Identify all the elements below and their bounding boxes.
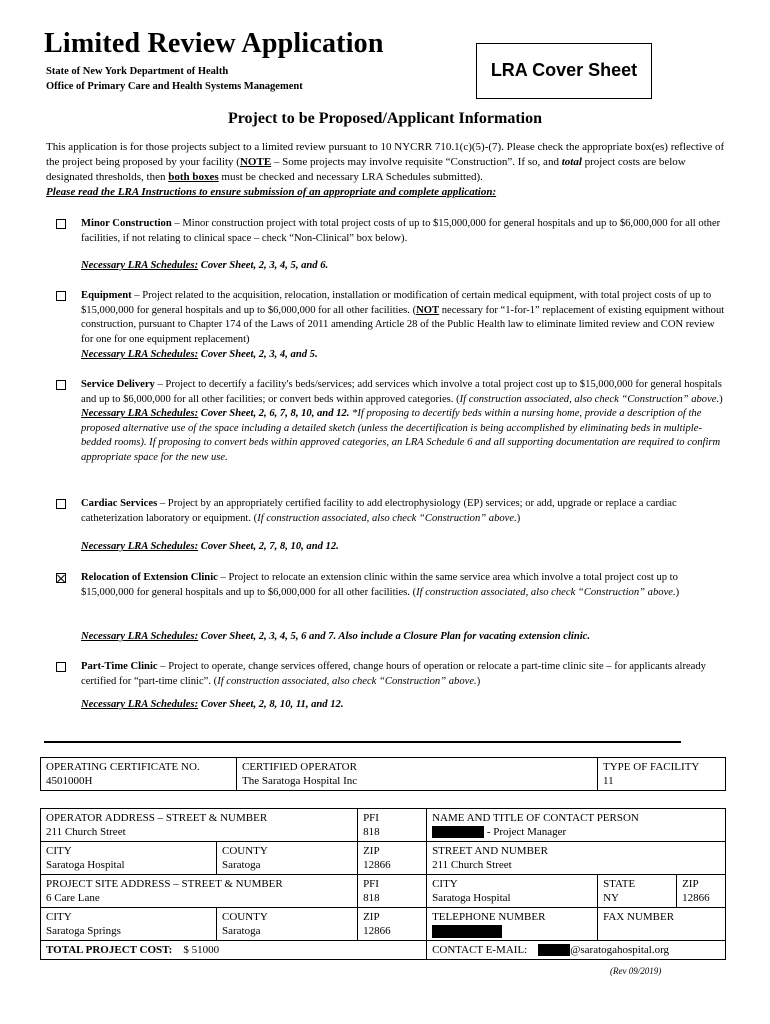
site-zip-cell[interactable] xyxy=(358,908,427,941)
schedule-list: Cover Sheet, 2, 6, 7, 8, 10, and 12. xyxy=(198,408,350,419)
contact-street-cell[interactable] xyxy=(427,842,726,875)
field-label: STREET AND NUMBER xyxy=(432,845,548,857)
option-cardiac-services xyxy=(56,497,726,526)
field-label: OPERATING CERTIFICATE NO. xyxy=(46,761,200,773)
schedule-label: Necessary LRA Schedules: xyxy=(81,631,199,642)
option-desc: – Minor construction project with total project costs of up to $15,000,000 for general hospitals and up to $6,000,000 for all other facilities, if not relating to clinical space – check “Non-Clinical” box below). xyxy=(81,218,721,244)
part-time-clinic-checkbox[interactable] xyxy=(56,662,66,672)
option-desc: – Project to operate, change services offered, change hours of operation or relocate a part-time clinic site – for applicants already certified for “part-time clinic”. ( xyxy=(81,661,706,687)
certified-operator-value: The Saratoga Hospital Inc xyxy=(242,775,358,787)
intro-text-3: project costs are below designated thresholds, then xyxy=(46,156,686,183)
schedule-list: Cover Sheet, 2, 3, 4, and 5. xyxy=(198,349,318,360)
contact-city-cell[interactable] xyxy=(427,875,598,908)
contact-state-value: NY xyxy=(603,892,619,904)
schedule-list: Cover Sheet, 2, 8, 10, 11, and 12. xyxy=(198,699,344,710)
field-label: CITY xyxy=(46,911,72,923)
cardiac-services-checkbox[interactable] xyxy=(56,499,66,509)
pfi-cell-2[interactable] xyxy=(358,875,427,908)
field-label: TYPE OF FACILITY xyxy=(603,761,700,773)
contact-zip-cell[interactable] xyxy=(677,875,726,908)
field-label: CITY xyxy=(46,845,72,857)
option-name: Minor Construction xyxy=(81,218,172,229)
site-zip-value: 12866 xyxy=(363,925,391,937)
certified-operator-cell[interactable] xyxy=(237,758,598,791)
operator-city-value: Saratoga Hospital xyxy=(46,859,125,871)
equipment-checkbox[interactable] xyxy=(56,291,66,301)
option-name: Equipment xyxy=(81,290,132,301)
service-delivery-checkbox[interactable] xyxy=(56,380,66,390)
option-name: Relocation of Extension Clinic xyxy=(81,572,218,583)
field-label: PFI xyxy=(363,812,379,824)
total-cost-value: $ 51000 xyxy=(183,944,220,956)
schedule-label: Necessary LRA Schedules: xyxy=(81,349,199,360)
field-label: NAME AND TITLE OF CONTACT PERSON xyxy=(432,812,639,824)
schedule-line-equipment xyxy=(81,349,318,360)
option-desc-italic: If construction associated, also check “Construction” above. xyxy=(217,675,477,687)
intro-both: both boxes xyxy=(168,171,219,183)
operator-city-cell[interactable] xyxy=(41,842,217,875)
option-desc-italic: If construction associated, also check “Construction” above. xyxy=(257,512,517,524)
site-city-value: Saratoga Springs xyxy=(46,925,121,937)
operator-county-value: Saratoga xyxy=(222,859,261,871)
cover-sheet-box xyxy=(476,43,652,99)
schedule-line-relocation xyxy=(81,631,590,642)
option-name: Cardiac Services xyxy=(81,498,158,509)
total-cost-cell[interactable] xyxy=(41,941,427,960)
intro-paragraph xyxy=(46,140,726,200)
intro-text-1: This application is for those projects subject to a limited review pursuant to 10 NYCRR 710.1(c)(5)-(7). Please check the appropriate box(es) reflective of the project being proposed by your facility ( xyxy=(46,141,725,168)
intro-note: NOTE xyxy=(239,156,272,168)
field-label: STATE xyxy=(603,878,636,890)
fax-cell[interactable] xyxy=(598,908,726,941)
total-cost-label: TOTAL PROJECT COST: xyxy=(46,944,173,956)
email-domain: @saratogahospital.org xyxy=(570,944,670,956)
address-table xyxy=(40,808,726,960)
pfi-cell-1[interactable] xyxy=(358,809,427,842)
contact-street-value: 211 Church Street xyxy=(432,859,512,871)
option-desc-end: ) xyxy=(516,512,521,524)
contact-person-cell[interactable] xyxy=(427,809,726,842)
option-name: Part-Time Clinic xyxy=(81,661,158,672)
option-desc: – Project to relocate an extension clinic within the same service area which involve a total project cost up to $15,000,000 for general hospitals and up to $6,000,000 for all other facilities. ( xyxy=(81,572,678,598)
type-of-facility-cell[interactable] xyxy=(598,758,726,791)
field-label: CERTIFIED OPERATOR xyxy=(242,761,357,773)
operating-certificate-value: 4501000H xyxy=(46,775,93,787)
project-site-cell[interactable] xyxy=(41,875,358,908)
schedule-label: Necessary LRA Schedules: xyxy=(81,541,199,552)
schedule-label: Necessary LRA Schedules: xyxy=(81,260,199,271)
form-title: Limited Review Application xyxy=(44,28,384,59)
type-of-facility-value: 11 xyxy=(603,775,614,787)
option-desc-end: ) xyxy=(675,586,680,598)
field-label: COUNTY xyxy=(222,911,268,923)
pfi-value: 818 xyxy=(363,892,380,904)
dept-name: State of New York Department of Health xyxy=(46,66,229,77)
field-label: CITY xyxy=(432,878,458,890)
project-site-value: 6 Care Lane xyxy=(46,892,100,904)
intro-total: total xyxy=(561,156,582,168)
field-label: PROJECT SITE ADDRESS – STREET & NUMBER xyxy=(46,878,283,890)
intro-text-4: must be checked and necessary LRA Schedules submitted). xyxy=(218,171,483,183)
schedule-list: Cover Sheet, 2, 3, 4, 5, and 6. xyxy=(198,260,329,271)
schedule-list: Cover Sheet, 2, 3, 4, 5, 6 and 7. Also include a Closure Plan for vacating extension clinic. xyxy=(198,631,591,642)
operating-certificate-cell[interactable] xyxy=(41,758,237,791)
contact-email-cell[interactable] xyxy=(427,941,726,960)
option-minor-construction xyxy=(56,217,726,246)
field-label: ZIP xyxy=(363,845,380,857)
option-desc-italic: If construction associated, also check “Construction” above. xyxy=(459,393,720,405)
option-desc-end: ) xyxy=(719,393,723,405)
divider xyxy=(44,741,681,743)
intro-text-2: – Some projects may involve requisite “Construction”. If so, and xyxy=(271,156,562,168)
field-label: OPERATOR ADDRESS – STREET & NUMBER xyxy=(46,812,268,824)
redacted-email xyxy=(538,944,570,956)
contact-state-cell[interactable] xyxy=(598,875,677,908)
option-desc: – Project by an appropriately certified facility to add electrophysiology (EP) services; or add, upgrade or replace a cardiac catheterization laboratory or equipment. ( xyxy=(81,498,677,524)
operator-county-cell[interactable] xyxy=(217,842,358,875)
schedule-line-part-time xyxy=(81,699,344,710)
telephone-cell[interactable] xyxy=(427,908,598,941)
operator-zip-cell[interactable] xyxy=(358,842,427,875)
schedule-note: *If proposing to decertify beds within a nursing home, provide a description of the proposed alternative use of the space including a detailed sketch (unless the decertification is being accomplished by eliminating beds in multiple-bedded rooms). If proposing to convert beds within approved categories, an LRA Schedule 6 and all supporting documentation are required to confirm appropriate space for the new use. xyxy=(81,408,721,463)
revision-date: (Rev 09/2019) xyxy=(610,966,662,976)
option-part-time-clinic xyxy=(56,660,726,689)
field-label: ZIP xyxy=(682,878,699,890)
contact-title: - Project Manager xyxy=(484,826,567,838)
option-equipment xyxy=(56,289,726,347)
field-label: FAX NUMBER xyxy=(603,911,675,923)
option-desc-italic: If construction associated, also check “Construction” above. xyxy=(416,586,676,598)
pfi-value: 818 xyxy=(363,826,380,838)
schedule-list: Cover Sheet, 2, 7, 8, 10, and 12. xyxy=(198,541,339,552)
relocation-checkbox-checked[interactable] xyxy=(56,573,66,583)
site-city-cell[interactable] xyxy=(41,908,217,941)
redacted-name xyxy=(432,826,484,838)
redacted-phone xyxy=(432,925,502,938)
field-label: PFI xyxy=(363,878,379,890)
minor-construction-checkbox[interactable] xyxy=(56,219,66,229)
option-desc-end: ) xyxy=(476,675,481,687)
contact-zip-value: 12866 xyxy=(682,892,710,904)
site-county-cell[interactable] xyxy=(217,908,358,941)
schedule-line-cardiac xyxy=(81,541,339,552)
office-name: Office of Primary Care and Health Systems Management xyxy=(46,81,303,92)
operator-address-value: 211 Church Street xyxy=(46,826,126,838)
option-name: Service Delivery xyxy=(81,379,155,390)
field-label: ZIP xyxy=(363,911,380,923)
option-relocation-extension-clinic xyxy=(56,571,726,600)
option-desc-2: necessary for “1-for-1” replacement of existing equipment without construction, pursuant to Chapter 174 of the Laws of 2011 amending Article 28 of the Public Health law to eliminate limited review and CON review for one for one equipment replacement) xyxy=(81,304,725,345)
option-service-delivery xyxy=(56,378,726,465)
email-label: CONTACT E-MAIL: xyxy=(432,944,528,956)
option-not: NOT xyxy=(416,304,440,316)
field-label: TELEPHONE NUMBER xyxy=(432,911,546,923)
intro-instructions: Please read the LRA Instructions to ensure submission of an appropriate and complete application: xyxy=(46,186,497,198)
facility-table xyxy=(40,757,726,791)
schedule-line-minor xyxy=(81,260,328,271)
section-heading: Project to be Proposed/Applicant Information xyxy=(227,110,543,127)
schedule-label: Necessary LRA Schedules: xyxy=(81,408,199,419)
site-county-value: Saratoga xyxy=(222,925,261,937)
option-desc: – Project related to the acquisition, relocation, installation or modification of certain medical equipment, with total project costs of up to $15,000,000 for general hospitals and up to $6,000,000 for all other facilities. ( xyxy=(81,290,712,316)
operator-zip-value: 12866 xyxy=(363,859,391,871)
option-desc: – Project to decertify a facility's beds/services; add services which involve a total project cost up to $15,000,000 for general hospitals and up to $6,000,000 for all other facilities; or convert beds within approved categories. ( xyxy=(81,379,722,405)
schedule-label: Necessary LRA Schedules: xyxy=(81,699,199,710)
cover-sheet-label: LRA Cover Sheet xyxy=(490,60,638,80)
contact-city-value: Saratoga Hospital xyxy=(432,892,511,904)
field-label: COUNTY xyxy=(222,845,268,857)
operator-address-cell[interactable] xyxy=(41,809,358,842)
